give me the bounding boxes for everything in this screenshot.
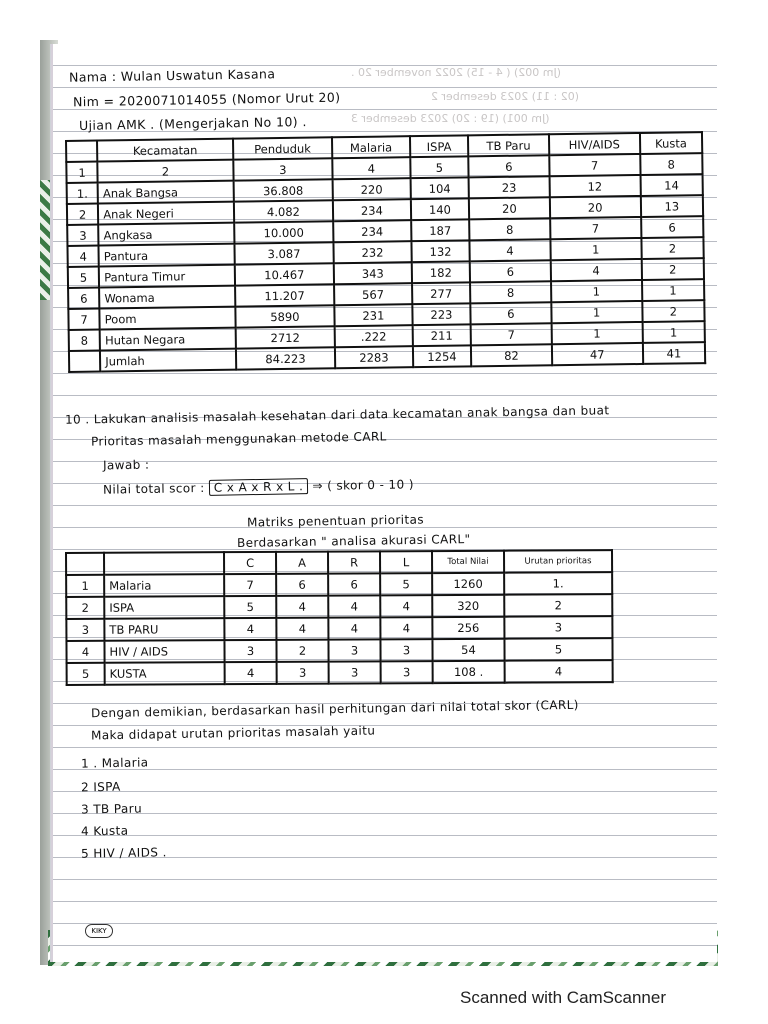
table-row — [67, 660, 613, 685]
table-cell: .222 — [335, 325, 413, 347]
formula-line — [103, 477, 414, 496]
column-number: 8 — [640, 153, 703, 175]
header-cell: ISPA — [410, 135, 469, 157]
exam-line: Ujian AMK . (Mengerjakan No 10) . — [78, 114, 307, 133]
question-line-2: Prioritas masalah menggunakan metode CARL — [90, 429, 387, 449]
header-cell: Kecamatan — [97, 139, 233, 162]
table-cell: 231 — [334, 304, 412, 326]
table-cell: 23 — [469, 176, 550, 198]
table-cell: 132 — [411, 240, 470, 262]
table-cell: 256 — [432, 617, 504, 639]
table-cell: 5 — [67, 663, 105, 685]
column-number: 2 — [98, 160, 234, 183]
table-cell: 20 — [469, 197, 550, 219]
table-cell: 2283 — [335, 346, 413, 368]
table-cell: 6 — [471, 302, 552, 324]
table-cell: 1 — [550, 238, 641, 260]
table-cell: 6 — [276, 574, 328, 596]
table-cell: 12 — [549, 175, 640, 197]
table-cell: 3 — [224, 640, 276, 662]
table-cell: 3 — [328, 639, 380, 661]
table-cell: 4 — [67, 246, 99, 267]
table-cell: 82 — [471, 344, 552, 366]
column-number: 3 — [233, 158, 333, 180]
table-cell: 4 — [550, 259, 641, 281]
table-cell: Angkasa — [98, 223, 234, 246]
table-cell: 4 — [380, 595, 432, 617]
table-cell: 6 — [68, 288, 100, 309]
column-number: 5 — [410, 156, 469, 178]
table-cell: 1 — [642, 321, 705, 343]
table-cell: 4.082 — [234, 200, 334, 222]
formula-label: Nilai total scor : — [102, 480, 205, 497]
table-cell: 343 — [334, 262, 412, 284]
table-cell: KUSTA — [105, 662, 225, 685]
table-cell: 3.087 — [234, 242, 334, 264]
table-row — [66, 616, 612, 641]
table-cell: Anak Negeri — [98, 202, 234, 225]
table-cell: 3 — [277, 662, 329, 684]
table-cell: 3 — [66, 619, 104, 641]
formula-box: C x A x R x L . — [209, 478, 309, 496]
conclusion-line-2: Maka didapat urutan prioritas masalah yaitu — [90, 723, 376, 743]
table-cell: 10.467 — [235, 263, 335, 285]
column-number: 1 — [66, 162, 98, 183]
formula-range: ( skor 0 - 10 ) — [327, 477, 414, 493]
table-cell: Jumlah — [100, 349, 236, 372]
table-cell: Poom — [100, 307, 236, 330]
table-cell: 4 — [225, 662, 277, 684]
table-cell: 4 — [276, 596, 328, 618]
table-row — [66, 572, 612, 597]
header-cell: HIV/AIDS — [549, 133, 640, 155]
table-cell: 2 — [66, 597, 104, 619]
table-cell: 6 — [641, 216, 704, 238]
header-cell: Kusta — [640, 132, 703, 154]
header-cell: TB Paru — [468, 134, 549, 156]
header-cell — [104, 552, 224, 575]
table-cell: 6 — [470, 260, 551, 282]
table-cell: 3 — [380, 639, 432, 661]
header-cell: Penduduk — [233, 137, 333, 159]
matrix-subtitle: Berdasarkan " analisa akurasi CARL" — [236, 531, 471, 551]
table-cell: 6 — [328, 573, 380, 595]
priority-item-5: 5 HIV / AIDS . — [80, 845, 167, 861]
answer-label: Jawab : — [102, 457, 150, 473]
table-cell: 1260 — [432, 573, 504, 595]
table-cell: 2 — [641, 258, 704, 280]
table-cell: 2 — [504, 594, 612, 617]
table-cell: 4 — [328, 617, 380, 639]
table-cell: 8 — [469, 218, 550, 240]
table-cell: 1254 — [413, 345, 472, 367]
table-cell: TB PARU — [104, 618, 224, 641]
table-cell: 187 — [411, 219, 470, 241]
table-cell: 3 — [329, 661, 381, 683]
header-cell — [66, 553, 104, 575]
nim-line: Nim = 2020071014055 (Nomor Urut 20) — [72, 89, 341, 110]
table-cell: 2 — [276, 640, 328, 662]
table-cell: 7 — [224, 574, 276, 596]
table-cell: 232 — [334, 241, 412, 263]
disease-data-table — [65, 131, 706, 373]
table-cell: 4 — [328, 595, 380, 617]
column-number: 6 — [468, 155, 549, 177]
table-cell: 320 — [432, 595, 504, 617]
priority-item-3: 3 TB Paru — [80, 801, 143, 817]
table-cell: 54 — [432, 639, 504, 661]
table-cell: 1. — [67, 183, 99, 204]
header-cell: R — [328, 551, 380, 573]
table-row — [66, 638, 612, 663]
notebook-brand-stamp: KIKY — [85, 924, 113, 938]
column-number: 4 — [332, 157, 410, 179]
table-cell: 3 — [504, 616, 612, 639]
table-cell: 36.808 — [233, 179, 333, 201]
table-cell: 220 — [333, 178, 411, 200]
priority-item-2: 2 ISPA — [80, 779, 121, 795]
bleed-through-text-1: (Jm 002) ( 4 - 15) 2022 november 20 . — [351, 66, 562, 79]
header-cell: Total Nilai — [432, 551, 504, 573]
table-cell: 1 — [551, 322, 642, 344]
table-cell: 7 — [68, 309, 100, 330]
table-cell: 104 — [410, 177, 469, 199]
table-cell: 567 — [334, 283, 412, 305]
table-cell: 2 — [641, 237, 704, 259]
table-cell: 11.207 — [235, 284, 335, 306]
priority-item-1: 1 . Malaria — [80, 755, 149, 771]
priority-item-4: 4 Kusta — [80, 823, 129, 839]
table-cell: 182 — [411, 261, 470, 283]
carl-priority-table — [65, 549, 614, 686]
table-cell: 7 — [550, 217, 641, 239]
scanner-watermark: Scanned with CamScanner — [460, 988, 667, 1007]
table-cell: 84.223 — [236, 347, 336, 369]
conclusion-line-1: Dengan demikian, berdasarkan hasil perhitungan dari nilai total skor (CARL) — [90, 697, 579, 721]
question-line-1: 10 . Lakukan analisis masalah kesehatan dari data kecamatan anak bangsa dan buat — [64, 403, 610, 427]
table-cell: Pantura Timur — [99, 265, 235, 288]
table-cell: 234 — [333, 220, 411, 242]
table-header-row — [66, 550, 612, 575]
table-cell: 47 — [552, 343, 643, 365]
table-cell: 5890 — [235, 305, 335, 327]
table-cell: HIV / AIDS — [104, 640, 224, 663]
header-cell: C — [224, 552, 276, 574]
table-cell: 5 — [224, 596, 276, 618]
table-cell: 10.000 — [234, 221, 334, 243]
table-cell: 1 — [642, 279, 705, 301]
bleed-through-text-3: (Jm 001) (19 : 20) 2023 desember 3 — [351, 112, 550, 125]
table-cell: ISPA — [104, 596, 224, 619]
header-cell: Malaria — [332, 136, 410, 158]
table-cell: 13 — [641, 195, 704, 217]
table-cell: 4 — [276, 618, 328, 640]
name-line: Nama : Wulan Uswatun Kasana — [68, 66, 276, 85]
table-cell: 5 — [380, 573, 432, 595]
table-cell: 1. — [504, 572, 612, 595]
header-cell: L — [380, 551, 432, 573]
table-cell: 4 — [66, 641, 104, 663]
table-cell: 1 — [551, 280, 642, 302]
table-cell: 2 — [642, 300, 705, 322]
table-cell: 2 — [67, 204, 99, 225]
table-cell: 108 . — [433, 661, 505, 683]
table-cell: 4 — [470, 239, 551, 261]
table-cell: 1 — [66, 575, 104, 597]
table-cell: 4 — [504, 660, 612, 683]
bleed-through-text-2: (02 : 11) 2023 desember 2 — [431, 90, 579, 103]
table-cell: 41 — [643, 342, 706, 364]
table-cell: 7 — [471, 323, 552, 345]
table-cell: 140 — [411, 198, 470, 220]
matrix-title: Matriks penentuan prioritas — [246, 512, 425, 530]
table-cell: 3 — [67, 225, 99, 246]
table-cell: 14 — [640, 174, 703, 196]
table-cell: Hutan Negara — [100, 328, 236, 351]
table-cell: 4 — [224, 618, 276, 640]
header-cell: A — [276, 552, 328, 574]
table-cell: Pantura — [99, 244, 235, 267]
table-cell: 8 — [470, 281, 551, 303]
column-number: 7 — [549, 154, 640, 176]
table-cell: 3 — [381, 661, 433, 683]
table-cell: Malaria — [104, 574, 224, 597]
table-cell: 2712 — [235, 326, 335, 348]
table-cell: Wonama — [99, 286, 235, 309]
table-row — [66, 594, 612, 619]
table-cell: 5 — [504, 638, 612, 661]
table-cell: 234 — [333, 199, 411, 221]
table-cell: Anak Bangsa — [98, 181, 234, 204]
table-cell — [69, 351, 101, 372]
table-cell: 1 — [551, 301, 642, 323]
header-cell — [66, 141, 98, 162]
table-cell: 223 — [412, 303, 471, 325]
table-cell: 4 — [380, 617, 432, 639]
table-cell: 5 — [68, 267, 100, 288]
header-cell: Urutan prioritas — [504, 550, 612, 573]
margin-line — [51, 44, 53, 962]
table-cell: 8 — [69, 330, 101, 351]
notebook-page — [50, 44, 717, 962]
table-cell: 277 — [412, 282, 471, 304]
table-cell: 211 — [412, 324, 471, 346]
table-cell: 20 — [549, 196, 640, 218]
formula-arrow: ⇒ — [312, 478, 324, 494]
